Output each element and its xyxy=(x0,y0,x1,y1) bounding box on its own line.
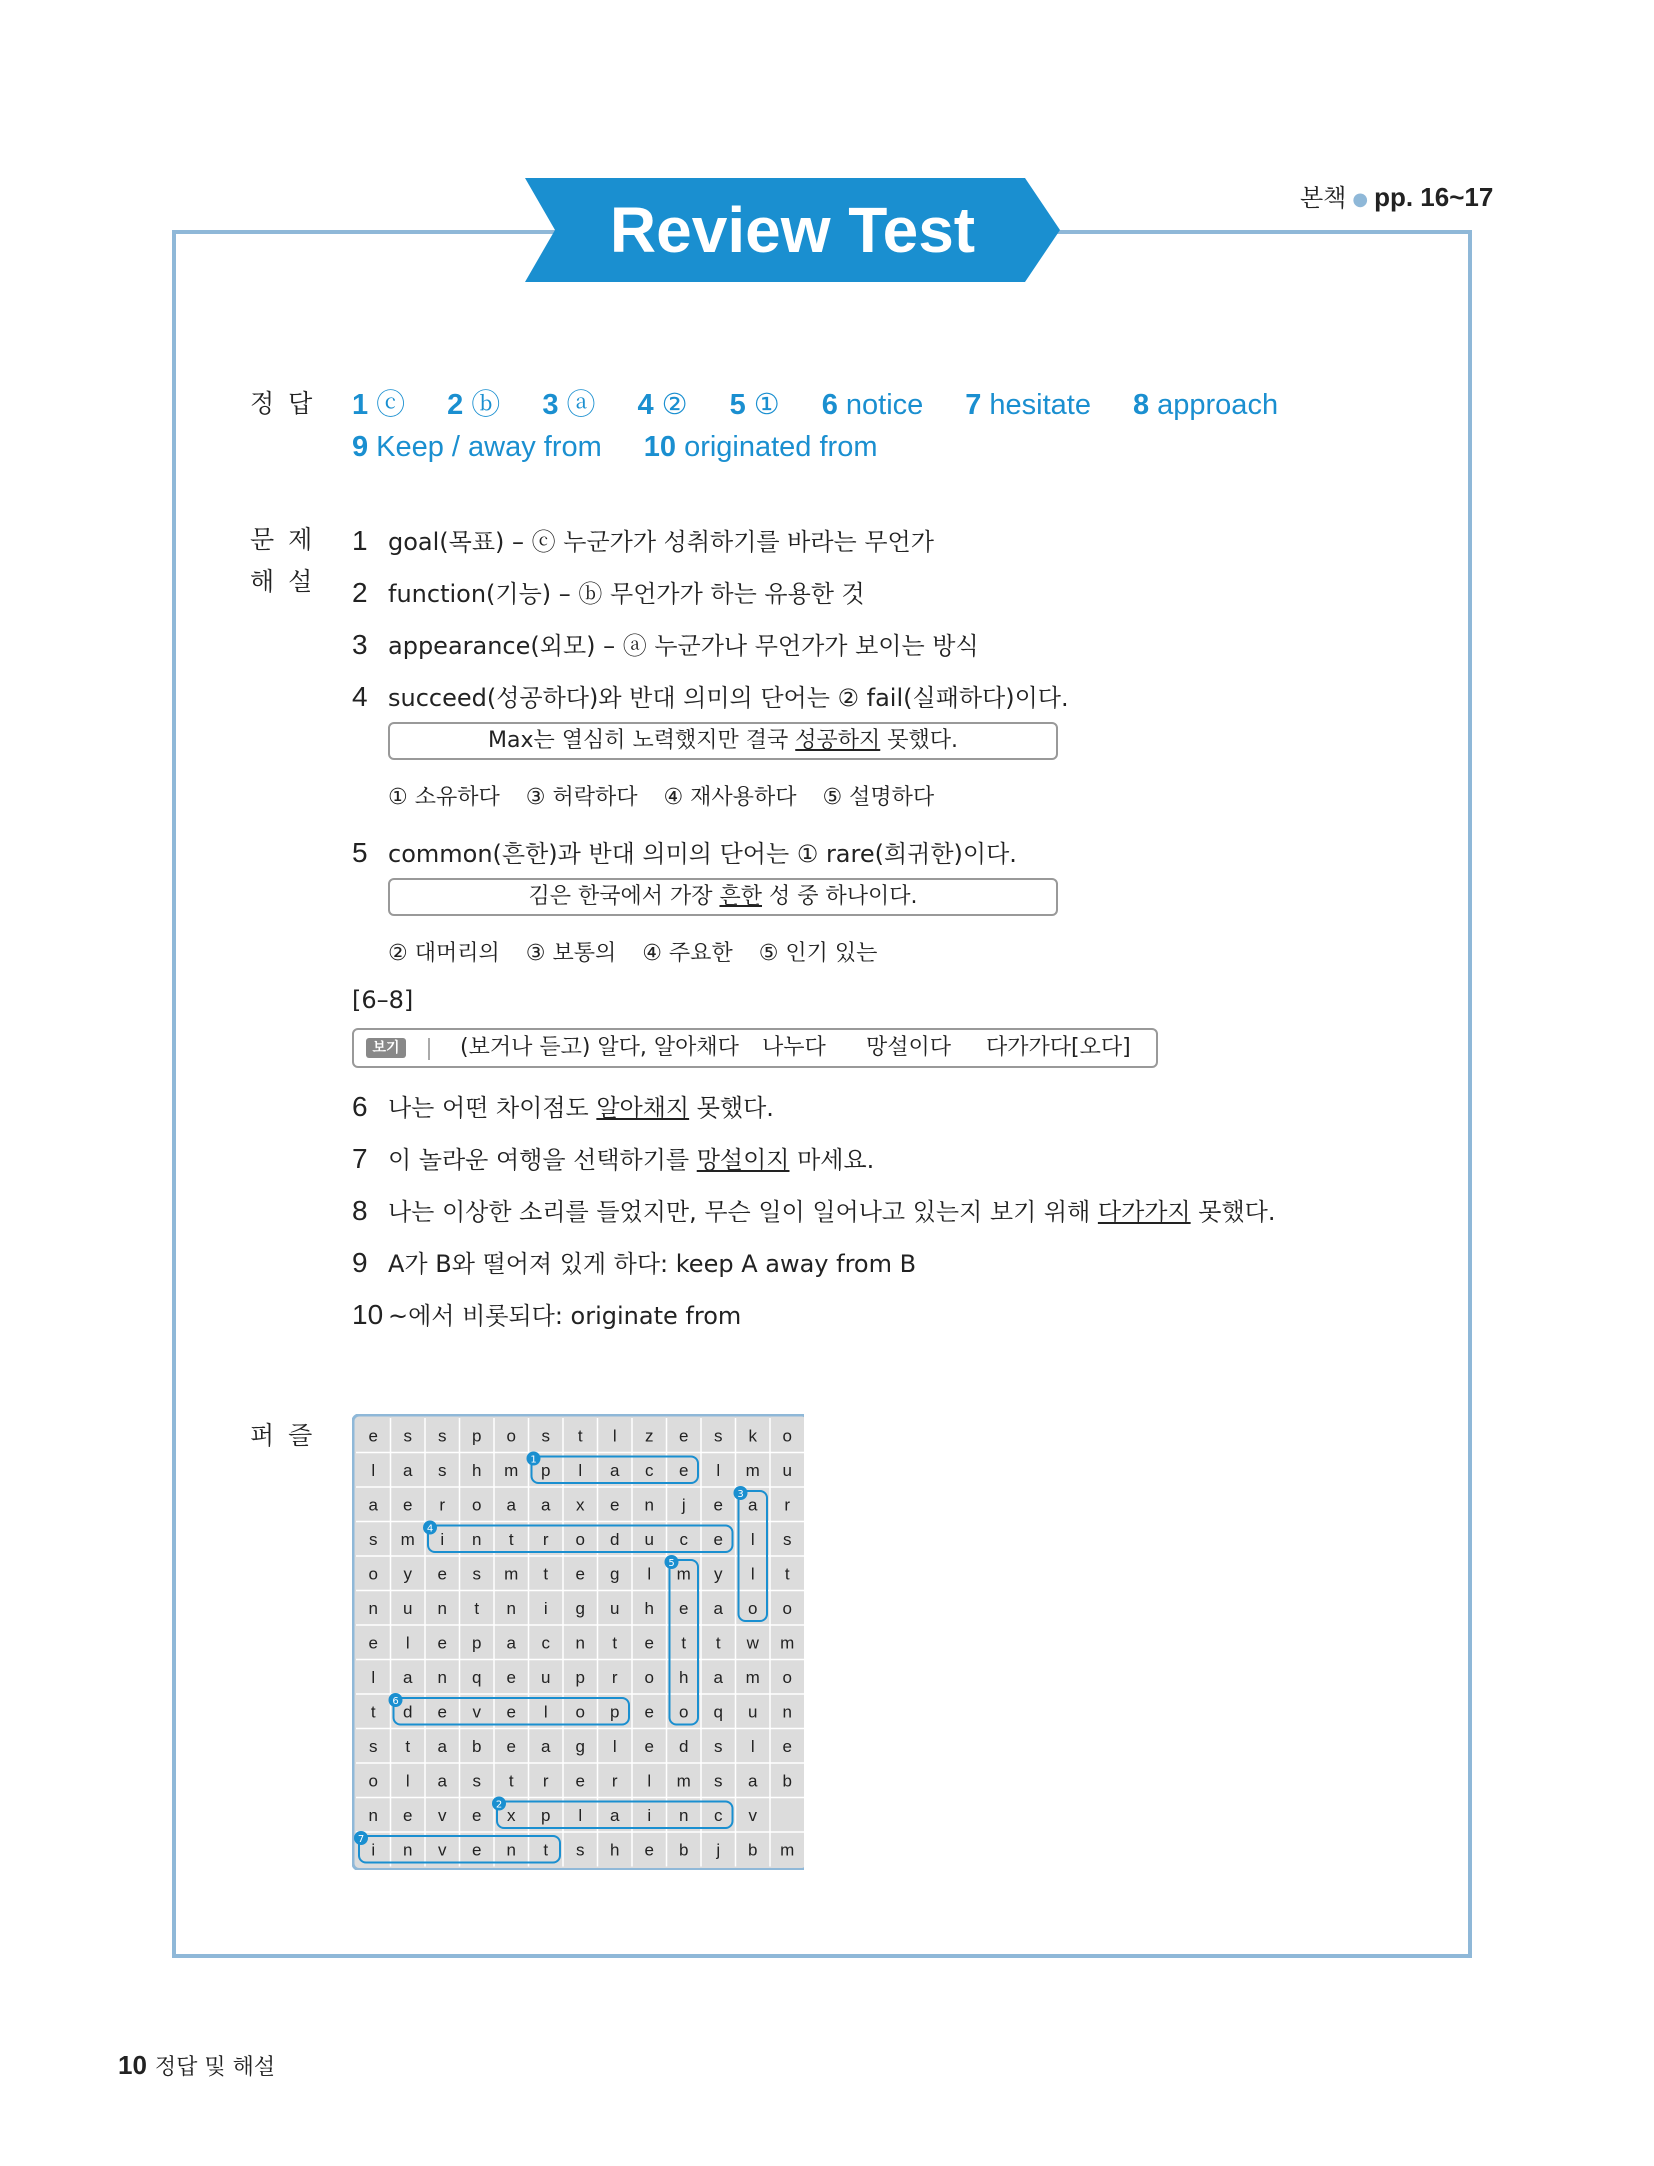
grid-letter: t xyxy=(612,1633,618,1653)
grid-letter: e xyxy=(437,1702,447,1722)
answer-item: 4 ② xyxy=(637,389,688,421)
grid-letter: n xyxy=(368,1598,378,1618)
grid-letter: o xyxy=(575,1529,585,1549)
grid-letter: e xyxy=(368,1633,378,1653)
grid-letter: e xyxy=(782,1736,792,1756)
grid-letter: n xyxy=(506,1840,516,1860)
bogi-word: 나누다 xyxy=(762,1035,826,1060)
choice-list: ① 소유하다 ③ 허락하다 ④ 재사용하다 ⑤ 설명하다 xyxy=(388,785,935,810)
grid-letter: m xyxy=(504,1564,519,1584)
grid-letter: e xyxy=(472,1805,482,1825)
grid-letter: o xyxy=(782,1426,792,1446)
footer-text: 정답 및 해설 xyxy=(154,2055,276,2080)
grid-letter: l xyxy=(578,1805,583,1825)
grid-letter: e xyxy=(368,1426,378,1446)
grid-letter: m xyxy=(400,1529,415,1549)
grid-letter: l xyxy=(405,1771,410,1791)
grid-letter: j xyxy=(681,1495,686,1515)
grid-letter: v xyxy=(438,1805,447,1825)
grid-letter: e xyxy=(403,1495,413,1515)
grid-letter: c xyxy=(541,1633,550,1653)
grid-letter: g xyxy=(575,1598,585,1618)
puzzle-label: 퍼즐 xyxy=(250,1421,327,1450)
answers-label: 정답 xyxy=(250,389,327,418)
page-title: Review Test xyxy=(609,194,976,266)
grid-letter: a xyxy=(610,1460,620,1480)
grid-letter: u xyxy=(403,1598,413,1618)
word-number: 7 xyxy=(357,1834,365,1845)
answer-item: 2 ⓑ xyxy=(447,389,501,421)
grid-letter: r xyxy=(439,1495,446,1515)
grid-letter: n xyxy=(679,1805,689,1825)
grid-letter: c xyxy=(645,1460,654,1480)
grid-letter: s xyxy=(369,1736,378,1756)
grid-letter: o xyxy=(679,1702,689,1722)
grid-letter: d xyxy=(679,1736,689,1756)
grid-letter: l xyxy=(543,1702,548,1722)
grid-letter: i xyxy=(543,1598,548,1618)
word-number: 5 xyxy=(668,1558,675,1569)
grid-letter: l xyxy=(750,1529,755,1549)
grid-letter: a xyxy=(748,1771,758,1791)
grid-letter: e xyxy=(437,1633,447,1653)
grid-letter: w xyxy=(746,1633,759,1653)
grid-letter: t xyxy=(474,1598,480,1618)
bogi-box xyxy=(352,1028,1158,1068)
grid-letter: x xyxy=(576,1495,585,1515)
grid-letter: m xyxy=(676,1771,691,1791)
grid-letter: m xyxy=(780,1840,795,1860)
grid-letter: n xyxy=(506,1598,516,1618)
grid-letter: e xyxy=(679,1460,689,1480)
grid-letter: o xyxy=(506,1426,516,1446)
grid-letter: h xyxy=(679,1667,689,1687)
word-search-grid xyxy=(352,1414,804,1870)
grid-letter: n xyxy=(403,1840,413,1860)
grid-letter: t xyxy=(543,1840,549,1860)
grid-letter: a xyxy=(368,1495,378,1515)
grid-letter: o xyxy=(368,1771,378,1791)
explanation-3: 3 appearance(외모) – ⓐ 누군가나 무언가가 보이는 방식 xyxy=(352,629,979,660)
grid-letter: q xyxy=(472,1667,482,1687)
grid-letter: y xyxy=(403,1564,412,1584)
grid-letter: v xyxy=(748,1805,757,1825)
grid-letter: u xyxy=(748,1702,758,1722)
grid-letter: m xyxy=(780,1633,795,1653)
grid-letter: a xyxy=(403,1667,413,1687)
range-label: [6–8] xyxy=(352,986,414,1014)
grid-letter: t xyxy=(508,1771,514,1791)
grid-letter: m xyxy=(745,1460,760,1480)
grid-letter: u xyxy=(782,1460,792,1480)
word-number: 1 xyxy=(530,1454,537,1466)
grid-letter: t xyxy=(681,1633,687,1653)
grid-letter: d xyxy=(403,1702,413,1722)
grid-letter: t xyxy=(370,1702,376,1722)
answer-item: 3 ⓐ xyxy=(542,389,596,421)
grid-letter: a xyxy=(403,1460,413,1480)
grid-letter: e xyxy=(437,1564,447,1584)
grid-letter: n xyxy=(437,1667,447,1687)
grid-letter: n xyxy=(575,1633,585,1653)
grid-letter: s xyxy=(714,1771,723,1791)
grid-letter: l xyxy=(405,1633,410,1653)
grid-letter: b xyxy=(748,1840,758,1860)
dot-icon: ● xyxy=(1352,188,1369,210)
grid-letter: s xyxy=(472,1564,481,1584)
grid-letter: n xyxy=(644,1495,654,1515)
grid-letter: u xyxy=(610,1598,620,1618)
answer-item: 9 Keep / away from xyxy=(352,431,602,463)
example-sentence-box: 김은 한국에서 가장 흔한 성 중 하나이다. xyxy=(388,878,1058,916)
grid-letter: d xyxy=(610,1529,620,1549)
explanation-9: 9 A가 B와 떨어져 있게 하다: keep A away from B xyxy=(352,1247,917,1278)
grid-letter: b xyxy=(782,1771,792,1791)
bogi-word: 다가가다[오다] xyxy=(986,1035,1131,1060)
grid-letter: c xyxy=(714,1805,723,1825)
answer-item: 10 originated from xyxy=(643,431,878,463)
grid-letter: s xyxy=(472,1771,481,1791)
grid-letter: e xyxy=(713,1495,723,1515)
grid-letter: o xyxy=(575,1702,585,1722)
page-reference xyxy=(1300,178,1493,213)
grid-letter: t xyxy=(508,1529,514,1549)
grid-letter: m xyxy=(676,1564,691,1584)
grid-letter: i xyxy=(647,1805,652,1825)
grid-letter: g xyxy=(610,1564,620,1584)
grid-letter: v xyxy=(472,1702,481,1722)
grid-letter: e xyxy=(610,1495,620,1515)
grid-letter: v xyxy=(438,1840,447,1860)
grid-letter: p xyxy=(541,1460,551,1480)
grid-letter: e xyxy=(506,1702,516,1722)
grid-letter: s xyxy=(541,1426,550,1446)
divider xyxy=(428,1038,430,1060)
grid-letter: b xyxy=(679,1840,689,1860)
grid-letter: s xyxy=(576,1840,585,1860)
grid-letter: a xyxy=(506,1495,516,1515)
grid-letter: p xyxy=(472,1426,482,1446)
grid-letter: e xyxy=(403,1805,413,1825)
grid-letter: n xyxy=(368,1805,378,1825)
grid-letter: e xyxy=(644,1736,654,1756)
grid-letter: t xyxy=(543,1564,549,1584)
explanation-6: 6 나는 어떤 차이점도 알아채지 못했다. xyxy=(352,1091,774,1122)
grid-letter: e xyxy=(575,1564,585,1584)
grid-letter: e xyxy=(679,1426,689,1446)
grid-letter: e xyxy=(644,1702,654,1722)
grid-letter: l xyxy=(371,1460,376,1480)
grid-letter: l xyxy=(716,1460,721,1480)
grid-letter: n xyxy=(782,1702,792,1722)
answer-item: 6 notice xyxy=(821,389,924,421)
grid-letter: t xyxy=(405,1736,411,1756)
grid-letter: l xyxy=(647,1771,652,1791)
grid-letter: o xyxy=(368,1564,378,1584)
grid-letter: a xyxy=(748,1495,758,1515)
grid-letter: h xyxy=(644,1598,654,1618)
grid-letter: s xyxy=(783,1529,792,1549)
choice-list: ② 대머리의 ③ 보통의 ④ 주요한 ⑤ 인기 있는 xyxy=(388,941,878,966)
word-number: 2 xyxy=(495,1799,503,1811)
grid-letter: h xyxy=(610,1840,620,1860)
grid-letter: o xyxy=(748,1598,758,1618)
word-number: 6 xyxy=(392,1696,399,1707)
grid-letter: i xyxy=(440,1529,445,1549)
grid-letter: g xyxy=(575,1736,585,1756)
explanation-1: 1 goal(목표) – ⓒ 누군가가 성취하기를 바라는 무언가 xyxy=(352,525,934,556)
grid-letter: e xyxy=(644,1633,654,1653)
grid-letter: n xyxy=(472,1529,482,1549)
grid-letter: s xyxy=(714,1426,723,1446)
grid-letter: u xyxy=(541,1667,551,1687)
grid-letter: p xyxy=(541,1805,551,1825)
explanation-7: 7 이 놀라운 여행을 선택하기를 망설이지 마세요. xyxy=(352,1143,875,1174)
grid-letter: l xyxy=(612,1736,617,1756)
grid-letter: k xyxy=(748,1426,757,1446)
grid-letter: z xyxy=(645,1426,654,1446)
grid-letter: r xyxy=(784,1495,791,1515)
grid-letter: s xyxy=(438,1460,447,1480)
answer-list xyxy=(352,384,1352,468)
explanation-10: 10 ~에서 비롯되다: originate from xyxy=(352,1299,742,1330)
answer-item: 8 approach xyxy=(1133,389,1279,421)
grid-letter: o xyxy=(782,1667,792,1687)
grid-letter: a xyxy=(541,1736,551,1756)
grid-letter: e xyxy=(472,1840,482,1860)
ref-prefix: 본책 xyxy=(1300,184,1347,212)
explanation-2: 2 function(기능) – ⓑ 무언가가 하는 유용한 것 xyxy=(352,577,865,608)
answer-item: 7 hesitate xyxy=(965,389,1091,421)
grid-letter: t xyxy=(715,1633,721,1653)
grid-letter: p xyxy=(472,1633,482,1653)
explanation-5: 5 common(흔한)과 반대 의미의 단어는 ① rare(희귀한)이다. xyxy=(352,837,1017,868)
grid-letter: i xyxy=(371,1840,376,1860)
grid-letter: e xyxy=(506,1736,516,1756)
grid-letter: t xyxy=(784,1564,790,1584)
grid-letter: o xyxy=(644,1667,654,1687)
explain-label-2: 해설 xyxy=(250,567,327,596)
grid-letter: b xyxy=(472,1736,482,1756)
grid-letter: a xyxy=(437,1771,447,1791)
grid-letter: m xyxy=(745,1667,760,1687)
explanation-4: 4 succeed(성공하다)와 반대 의미의 단어는 ② fail(실패하다)이다. xyxy=(352,681,1069,712)
grid-letter: q xyxy=(713,1702,723,1722)
bogi-word: (보거나 듣고) 알다, 알아채다 xyxy=(460,1035,739,1060)
answer-item: 5 ① xyxy=(729,389,780,421)
grid-letter: e xyxy=(506,1667,516,1687)
grid-letter: o xyxy=(782,1598,792,1618)
grid-letter: l xyxy=(578,1460,583,1480)
grid-letter: e xyxy=(713,1529,723,1549)
grid-letter: s xyxy=(369,1529,378,1549)
grid-letter: o xyxy=(472,1495,482,1515)
grid-letter: y xyxy=(714,1564,723,1584)
grid-letter: l xyxy=(750,1736,755,1756)
grid-letter: p xyxy=(575,1667,585,1687)
grid-letter: e xyxy=(575,1771,585,1791)
grid-letter: x xyxy=(507,1805,516,1825)
grid-letter: t xyxy=(577,1426,583,1446)
grid-letter: l xyxy=(647,1564,652,1584)
grid-letter: r xyxy=(542,1529,549,1549)
explanation-8: 8 나는 이상한 소리를 들었지만, 무슨 일이 일어나고 있는지 보기 위해 다가가지 못했다. xyxy=(352,1195,1276,1226)
grid-letter: e xyxy=(644,1840,654,1860)
word-number: 4 xyxy=(426,1523,434,1535)
grid-letter: j xyxy=(716,1840,721,1860)
grid-letter: n xyxy=(437,1598,447,1618)
bogi-tag: 보기 xyxy=(366,1038,406,1058)
grid-letter: a xyxy=(713,1667,723,1687)
grid-letter: a xyxy=(437,1736,447,1756)
grid-letter: a xyxy=(541,1495,551,1515)
grid-letter: r xyxy=(611,1667,618,1687)
grid-letter: l xyxy=(750,1564,755,1584)
grid-letter: s xyxy=(714,1736,723,1756)
word-number: 3 xyxy=(737,1489,744,1500)
bogi-word: 망설이다 xyxy=(866,1035,952,1060)
grid-letter: r xyxy=(542,1771,549,1791)
grid-letter: s xyxy=(438,1426,447,1446)
grid-letter: l xyxy=(612,1426,617,1446)
grid-letter: r xyxy=(611,1771,618,1791)
ref-pages: pp. 16~17 xyxy=(1374,182,1494,212)
grid-letter: h xyxy=(472,1460,482,1480)
word-search-puzzle xyxy=(352,1414,804,1870)
page-footer xyxy=(118,2050,275,2081)
grid-letter: a xyxy=(506,1633,516,1653)
grid-letter: a xyxy=(610,1805,620,1825)
grid-letter: l xyxy=(371,1667,376,1687)
grid-letter: s xyxy=(403,1426,412,1446)
grid-letter: e xyxy=(679,1598,689,1618)
example-sentence-box: Max는 열심히 노력했지만 결국 성공하지 못했다. xyxy=(388,722,1058,760)
grid-letter: u xyxy=(644,1529,654,1549)
grid-letter: c xyxy=(679,1529,688,1549)
grid-letter: m xyxy=(504,1460,519,1480)
grid-letter: a xyxy=(713,1598,723,1618)
page-number: 10 xyxy=(118,2050,147,2080)
grid-letter: p xyxy=(610,1702,620,1722)
answer-item: 1 ⓒ xyxy=(352,389,406,421)
explain-label-1: 문제 xyxy=(250,525,327,554)
